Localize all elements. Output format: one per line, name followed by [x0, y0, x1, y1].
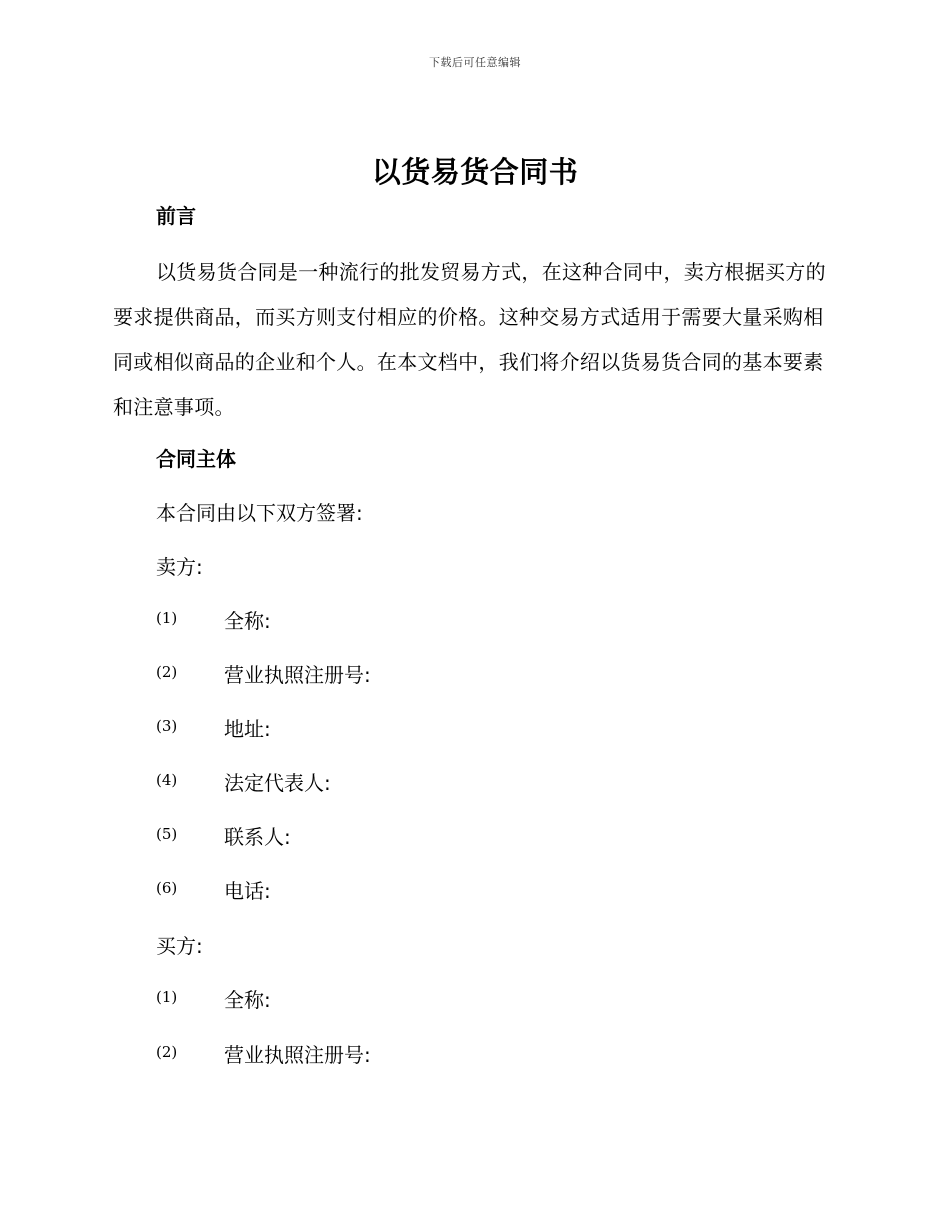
- seller-item: [156, 605, 756, 633]
- item-number: (6): [156, 879, 178, 897]
- header-note: 下载后可任意编辑: [429, 56, 521, 69]
- item-number: (2): [156, 1043, 178, 1061]
- item-label: 联系人:: [224, 825, 291, 849]
- preface-paragraph: 以货易货合同是一种流行的批发贸易方式，在这种合同中，卖方根据买方的要求提供商品，而买方则支付相应的价格。这种交易方式适用于需要大量采购相同或相似商品的企业和个人。在本文档中，我们将介绍以货易货合同的基本要素和注意事项。: [113, 260, 826, 419]
- item-number: (4): [156, 771, 178, 789]
- seller-item: [156, 713, 756, 741]
- document-title: 以货易货合同书: [371, 155, 579, 189]
- buyer-item: [156, 1039, 756, 1067]
- preface-heading: 前言: [156, 204, 196, 228]
- item-label: 法定代表人:: [224, 771, 331, 795]
- item-label: 全称:: [224, 988, 271, 1012]
- item-number: (2): [156, 663, 178, 681]
- item-label: 电话:: [224, 879, 271, 903]
- item-label: 营业执照注册号:: [224, 663, 371, 687]
- item-number: (5): [156, 825, 178, 843]
- item-number: (1): [156, 609, 178, 627]
- buyer-item: [156, 984, 756, 1012]
- seller-item: [156, 875, 756, 903]
- item-number: (3): [156, 717, 178, 735]
- seller-label: 卖方:: [156, 555, 203, 579]
- parties-intro: 本合同由以下双方签署:: [156, 501, 363, 525]
- parties-heading: 合同主体: [156, 447, 236, 471]
- buyer-label: 买方:: [156, 934, 203, 958]
- item-label: 全称:: [224, 609, 271, 633]
- item-number: (1): [156, 988, 178, 1006]
- seller-item: [156, 659, 756, 687]
- seller-item: [156, 767, 756, 795]
- item-label: 营业执照注册号:: [224, 1043, 371, 1067]
- item-label: 地址:: [224, 717, 271, 741]
- seller-item: [156, 821, 756, 849]
